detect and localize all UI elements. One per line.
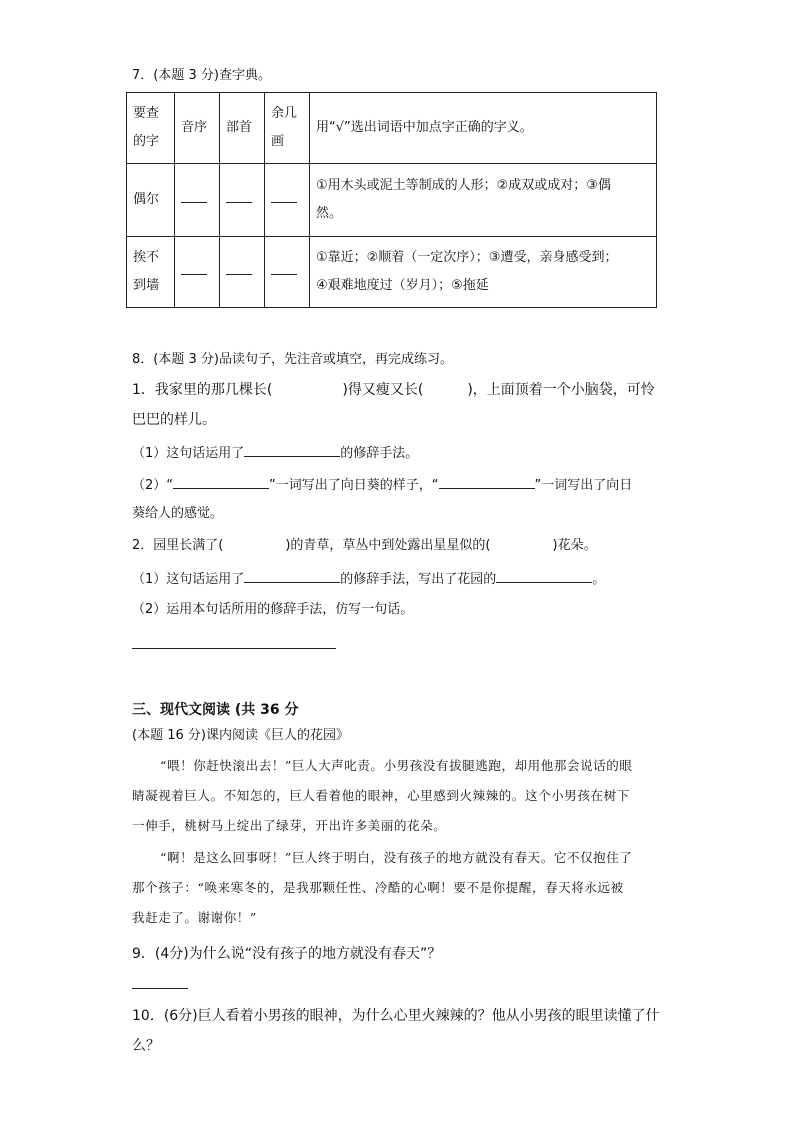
row-word: 偶尔 <box>127 164 175 237</box>
header-meaning-instruction: 用“√”选出词语中加点字正确的字义。 <box>310 93 657 164</box>
answer-line[interactable] <box>132 988 188 989</box>
passage-p2-line-3: 我赶走了。谢谢你！” <box>132 910 257 925</box>
passage-p1-line-3: 一伸手，桃树马上绽出了绿芽，开出许多美丽的花朵。 <box>132 818 447 833</box>
question-7-title: 7．(本题 3 分)查字典。 <box>132 68 271 83</box>
section-3-heading: 三、现代文阅读 (共 36 分 <box>132 702 299 718</box>
answer-line[interactable] <box>132 648 336 649</box>
blank-strokes[interactable] <box>265 164 310 237</box>
answer-blank[interactable] <box>244 568 340 583</box>
row-word: 挨不 到墙 <box>127 237 175 308</box>
passage-p2-line-1: “啊！是这么回事呀！”巨人终于明白，没有孩子的地方就没有春天。它不仅抱住了 <box>160 850 633 865</box>
s1-question-2-cont: 葵给人的感觉。 <box>132 506 224 521</box>
question-10-line-1: 10．(6分)巨人看着小男孩的眼神，为什么心里火辣辣的？他从小男孩的眼里读懂了什 <box>132 1008 660 1024</box>
s1-question-1: （1）这句话运用了 的修辞手法。 <box>132 442 418 464</box>
question-9: 9．(4分)为什么说“没有孩子的地方就没有春天”？ <box>132 946 442 962</box>
sentence-1-line-2: 巴巴的样儿。 <box>132 412 216 428</box>
table-row <box>127 237 657 308</box>
table-header-row <box>127 93 657 164</box>
reading-intro: (本题 16 分)课内阅读《巨人的花园》 <box>132 728 349 743</box>
sentence-2: 2．园里长满了( )的青草，草丛中到处露出星星似的( )花朵。 <box>132 538 597 553</box>
answer-blank[interactable] <box>439 474 535 489</box>
answer-blank[interactable] <box>496 568 592 583</box>
question-10-line-2: 么？ <box>132 1038 160 1054</box>
header-phonetic-order: 音序 <box>175 93 220 164</box>
dictionary-table <box>126 92 657 308</box>
answer-blank[interactable] <box>173 474 269 489</box>
question-8-title: 8．(本题 3 分)品读句子，先注音或填空，再完成练习。 <box>132 352 453 367</box>
header-radical: 部首 <box>220 93 265 164</box>
table-row <box>127 164 657 237</box>
sentence-1-line-1: 1．我家里的那几棵长( )得又瘦又长( )，上面顶着一个小脑袋，可怜 <box>132 382 655 398</box>
blank-phonetic[interactable] <box>175 164 220 237</box>
blank-radical[interactable] <box>220 237 265 308</box>
s2-question-2: （2）运用本句话所用的修辞手法，仿写一句话。 <box>132 602 414 617</box>
blank-radical[interactable] <box>220 164 265 237</box>
header-word: 要查 的字 <box>127 93 175 164</box>
meaning-options[interactable]: ①靠近；②顺着（一定次序）；③遭受，亲身感受到； ④艰难地度过（岁月）；⑤拖延 <box>310 237 657 308</box>
s2-question-1: （1）这句话运用了 的修辞手法，写出了花园的 。 <box>132 568 605 590</box>
blank-phonetic[interactable] <box>175 237 220 308</box>
passage-p1-line-1: “喂！你赶快滚出去！”巨人大声叱责。小男孩没有拔腿逃跑，却用他那会说话的眼 <box>160 758 633 773</box>
answer-blank[interactable] <box>244 442 340 457</box>
passage-p1-line-2: 睛凝视着巨人。不知怎的，巨人看着他的眼神，心里感到火辣辣的。这个小男孩在树下 <box>132 788 630 803</box>
passage-p2-line-2: 那个孩子：“唤来寒冬的，是我那颗任性、冷酷的心啊！要不是你提醒，春天将永远被 <box>132 880 624 895</box>
s1-question-2: （2）“ ”一词写出了向日葵的样子，“ ”一词写出了向日 <box>132 474 632 496</box>
header-remaining-strokes: 余几 画 <box>265 93 310 164</box>
blank-strokes[interactable] <box>265 237 310 308</box>
meaning-options[interactable]: ①用木头或泥土等制成的人形；②成双或成对；③偶 然。 <box>310 164 657 237</box>
